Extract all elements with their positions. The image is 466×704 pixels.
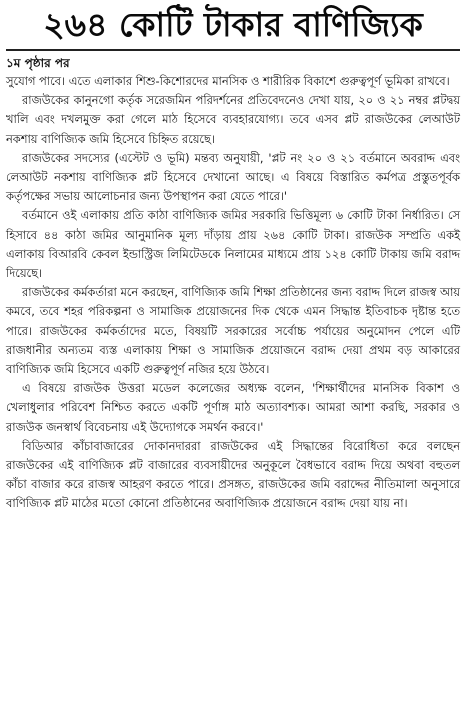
paragraph-2: রাজউকের কানুনগো কর্তৃক সরেজমিন পরিদর্শনের প্রতিবেদনেও দেখা যায়, ২০ ও ২১ নম্বর প্লটদ্বয় খালি এবং দখলমুক্ত করা গেলে মাঠ হিসেবে ব্যবহারযোগ্য। তবে এসব প্লট রাজউকের লেআউট নকশায় বাণিজ্যিক জমি হিসেবে চিহ্নিত রয়েছে।	[6, 93, 460, 146]
article-body	[6, 72, 460, 514]
headline: ২৬৪ কোটি টাকার বাণিজ্যিক	[43, 5, 423, 44]
paragraph-1: সুযোগ পাবে। এতে এলাকার শিশু-কিশোরদের মানসিক ও শারীরিক বিকাশে গুরুত্বপূর্ণ ভূমিকা রাখবে।	[6, 74, 450, 88]
continuation-label: ১ম পৃষ্ঠার পর	[6, 56, 70, 70]
paragraph-7: বিডিআর কাঁচাবাজারের দোকানদাররা রাজউকের এই সিদ্ধান্তের বিরোধিতা করে বলছেন রাজউকের এই বাণিজ্যিক প্লট বাজারের ব্যবসায়ীদের অনুকূলে বৈধভাবে বরাদ্দ দিয়ে অথবা বহুতল কাঁচা বাজার করে রাজস্ব আহরণ করতে পারে। প্রসঙ্গত, রাজউকের জমি বরাদ্দের নীতিমালা অনুসারে বাণিজ্যিক প্লট মাঠের মতো কোনো প্রতিষ্ঠানের অবাণিজ্যিক প্রয়োজনে বরাদ্দ দেয়া যায় না।	[6, 438, 460, 511]
paragraph-3: রাজউকের সদস্যের (এস্টেট ও ভূমি) মন্তব্য অনুযায়ী, 'প্লট নং ২০ ও ২১ বর্তমানে অবরাদ্দ এবং লেআউট নকশায় বাণিজ্যিক প্লট হিসেবে দেখানো আছে। এ বিষয়ে বিস্তারিত কর্মপত্র প্রস্তুতপূর্বক কর্তৃপক্ষের সভায় আলোচনার জন্য উপস্থাপন করা যেতে পারে।'	[6, 150, 460, 204]
paragraph-4: বর্তমানে ওই এলাকায় প্রতি কাঠা বাণিজ্যিক জমির সরকারি ভিত্তিমূল্য ৬ কোটি টাকা নির্ধারিত। সে হিসাবে ৪৪ কাঠা জমির আনুমানিক মূল্য দাঁড়ায় প্রায় ২৬৪ কোটি টাকা। রাজউক সম্প্রতি একই এলাকায় বিআরবি কেবল ইন্ডাস্ট্রিজ লিমিটেডকে নিলামের মাধ্যমে প্রায় ১২৪ কোটি টাকায় জমি বরাদ্দ দিয়েছে।	[6, 208, 460, 281]
headline-divider	[6, 49, 460, 51]
paragraph-5: রাজউকের কর্মকর্তারা মনে করছেন, বাণিজ্যিক জমি শিক্ষা প্রতিষ্ঠানের জন্য বরাদ্দ দিলে রাজস্ব আয় কমবে, তবে শহর পরিকল্পনা ও সামাজিক প্রয়োজনের দিক থেকে এমন সিদ্ধান্ত ইতিবাচক দৃষ্টান্ত হতে পারে। রাজউকের কর্মকর্তাদের মতে, বিষয়টি সরকারের সর্বোচ্চ পর্যায়ের অনুমোদন পেলে এটি রাজধানীর অন্যতম ব্যস্ত এলাকায় শিক্ষা ও সামাজিক প্রয়োজনে বরাদ্দ দেয়া প্রথম বড় আকারের বাণিজ্যিক জমি হিসেবে একটি গুরুত্বপূর্ণ নজির হয়ে উঠবে।	[6, 285, 460, 377]
paragraph-6: এ বিষয়ে রাজউক উত্তরা মডেল কলেজের অধ্যক্ষ বলেন, 'শিক্ষার্থীদের মানসিক বিকাশ ও খেলাধুলার পরিবেশ নিশ্চিত করতে একটি পূর্ণাঙ্গ মাঠ অত্যাবশ্যক। আমরা আশা করছি, সরকার ও রাজউক জনস্বার্থ বিবেচনায় এই উদ্যোগকে সমর্থন করবে।'	[6, 381, 460, 434]
